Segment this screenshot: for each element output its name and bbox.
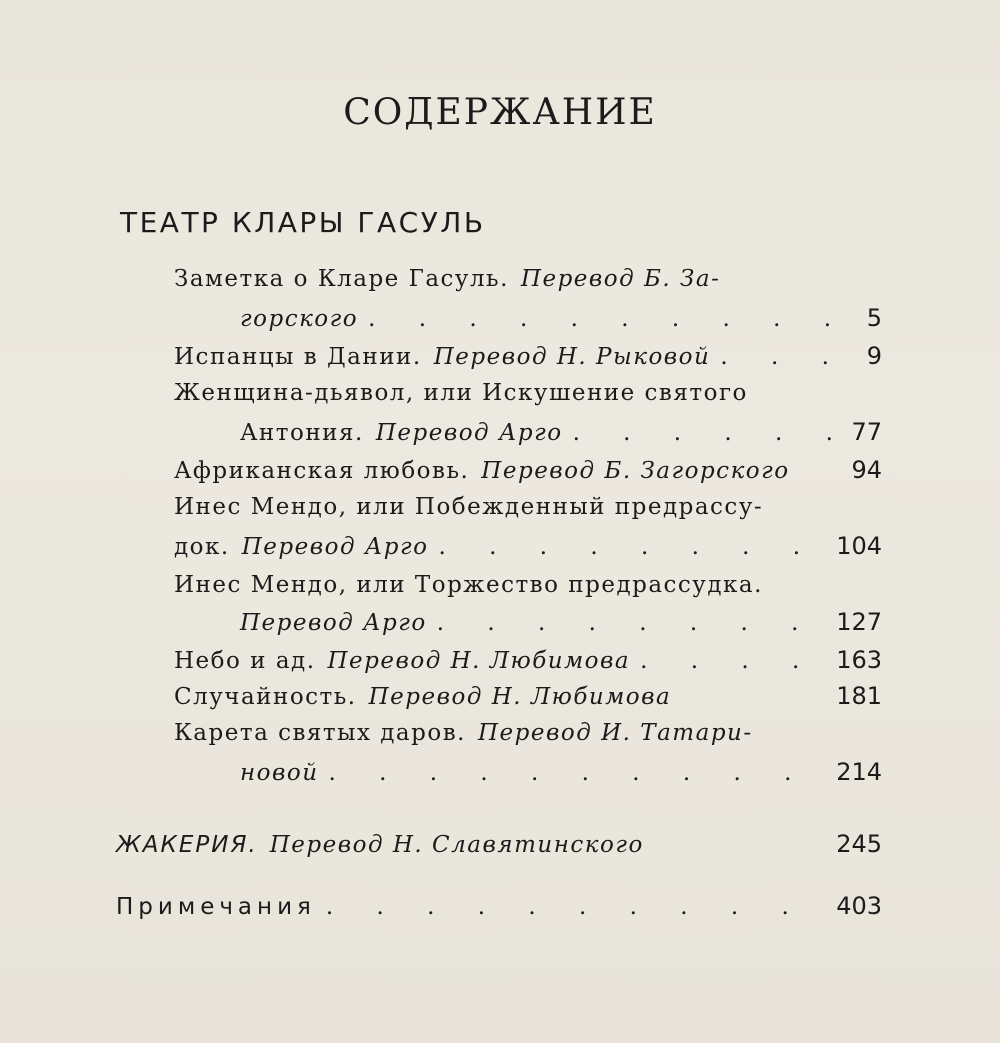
toc-entry bbox=[174, 266, 882, 302]
leader-dots bbox=[640, 648, 826, 674]
page-number: 5 bbox=[866, 304, 882, 332]
entry-translator: Перевод Н. Славятинского bbox=[269, 832, 644, 858]
leader-dots bbox=[573, 420, 842, 446]
entry-title: Антония. bbox=[240, 420, 364, 446]
page-number: 127 bbox=[836, 608, 882, 636]
toc-entry bbox=[174, 380, 882, 416]
entry-title: Женщина-дьявол, или Искушение святого bbox=[174, 380, 748, 406]
page-number: 163 bbox=[836, 646, 882, 674]
toc-entry-continuation bbox=[174, 532, 882, 568]
entry-translator: новой bbox=[240, 760, 319, 786]
toc-entry-continuation bbox=[240, 304, 882, 340]
notes-title: Примечания bbox=[116, 894, 316, 920]
entry-title: Инес Мендо, или Торжество предрассудка. bbox=[174, 572, 763, 598]
entry-translator: Перевод Н. Любимова bbox=[368, 684, 672, 710]
page-number: 403 bbox=[836, 892, 882, 920]
entry-title: Случайность. bbox=[174, 684, 357, 710]
toc-entry bbox=[174, 682, 882, 718]
toc-notes bbox=[116, 892, 882, 928]
page-number: 214 bbox=[836, 758, 882, 786]
toc-entry bbox=[174, 646, 882, 682]
leader-dots bbox=[437, 610, 826, 636]
entry-title: Испанцы в Дании. bbox=[174, 344, 422, 370]
toc-entry-continuation bbox=[240, 608, 882, 644]
page-number: 94 bbox=[851, 456, 882, 484]
entry-translator: горского bbox=[240, 306, 359, 332]
leader-dots bbox=[438, 534, 826, 560]
entry-title: Карета святых даров. bbox=[174, 720, 466, 746]
entry-translator: Перевод Арго bbox=[240, 610, 427, 636]
entry-title: Заметка о Кларе Гасуль. bbox=[174, 266, 509, 292]
toc-entry bbox=[174, 494, 882, 530]
toc-entry bbox=[174, 456, 882, 492]
entry-translator: Перевод Н. Любимова bbox=[327, 648, 631, 674]
entry-translator: Перевод Арго bbox=[375, 420, 563, 446]
entry-translator: Перевод И. Татари- bbox=[477, 720, 753, 746]
entry-title: Африканская любовь. bbox=[174, 458, 470, 484]
section-title: ЖАКЕРИЯ. bbox=[116, 832, 258, 858]
leader-dots bbox=[329, 760, 827, 786]
entry-title: док. bbox=[174, 534, 230, 560]
toc-section-jacquerie bbox=[116, 830, 882, 866]
toc-entry bbox=[174, 720, 882, 756]
leader-dots bbox=[720, 344, 856, 370]
leader-dots bbox=[368, 306, 857, 332]
entry-translator: Перевод Н. Рыковой bbox=[433, 344, 711, 370]
page-title: СОДЕРЖАНИЕ bbox=[343, 92, 657, 133]
section-title-theatre: ТЕАТР КЛАРЫ ГАСУЛЬ bbox=[120, 206, 486, 239]
entry-title: Инес Мендо, или Побежденный предрассу- bbox=[174, 494, 764, 520]
entry-title: Небо и ад. bbox=[174, 648, 316, 674]
page-number: 245 bbox=[836, 830, 882, 858]
entry-translator: Перевод Б. Загорского bbox=[481, 458, 790, 484]
entry-translator: Перевод Б. За- bbox=[520, 266, 721, 292]
toc-entry-continuation bbox=[240, 758, 882, 794]
page-number: 9 bbox=[866, 342, 882, 370]
leader-dots bbox=[326, 894, 826, 920]
page-number: 104 bbox=[836, 532, 882, 560]
entry-translator: Перевод Арго bbox=[241, 534, 429, 560]
page-number: 181 bbox=[836, 682, 882, 710]
page-number: 77 bbox=[851, 418, 882, 446]
toc-entry bbox=[174, 572, 882, 608]
toc-entry-continuation bbox=[240, 418, 882, 454]
toc-entry bbox=[174, 342, 882, 378]
